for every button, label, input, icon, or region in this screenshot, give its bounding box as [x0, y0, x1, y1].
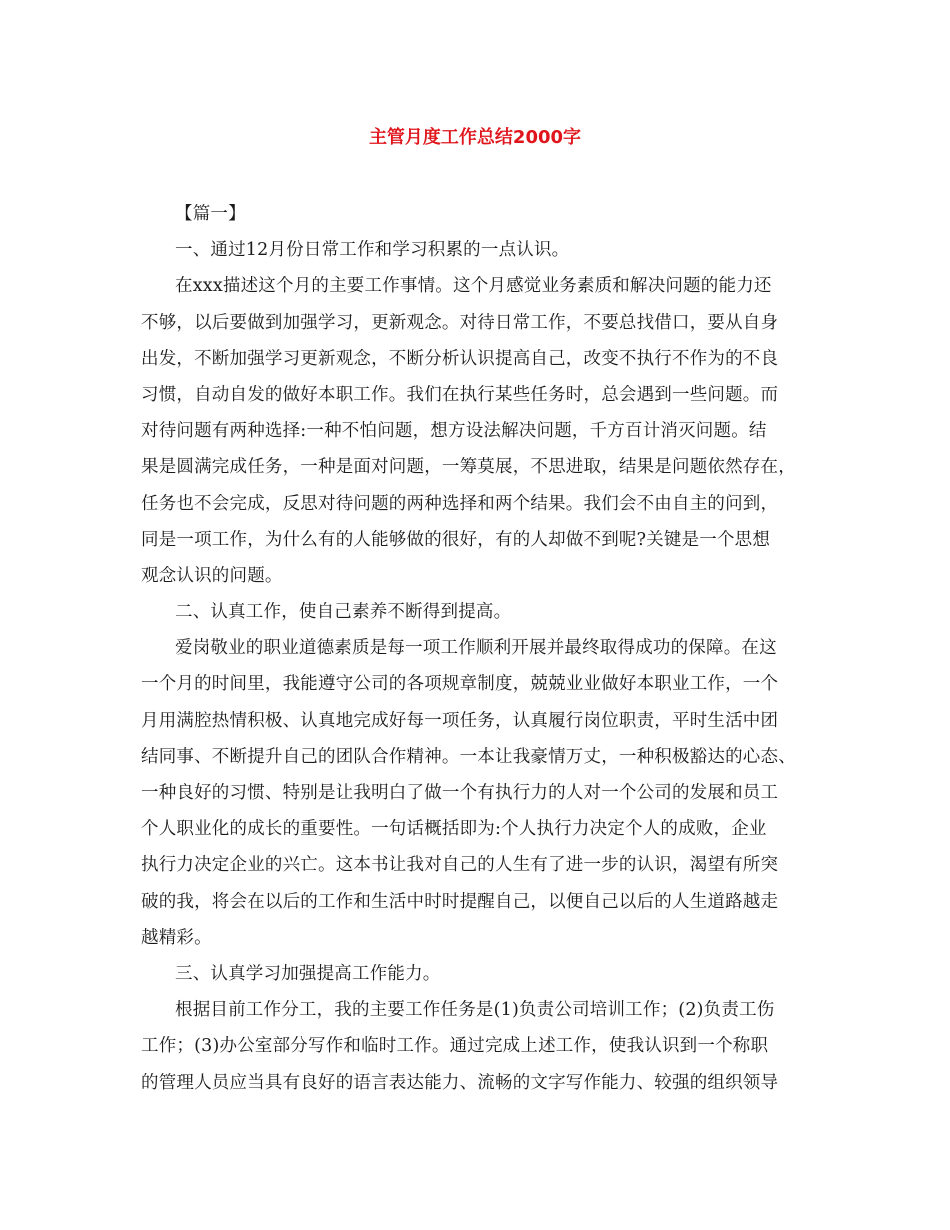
text-line: 对待问题有两种选择:一种不怕问题，想方设法解决问题，千方百计消灭问题。结: [141, 421, 767, 442]
text-line: 出发，不断加强学习更新观念，不断分析认识提高自己，改变不执行不作为的不良: [141, 348, 779, 369]
text-line: 越精彩。: [141, 927, 212, 948]
text-line: 二、认真工作，使自己素养不断得到提高。: [175, 602, 512, 623]
text-line: 执行力决定企业的兴亡。这本书让我对自己的人生有了进一步的认识，渴望有所突: [141, 855, 779, 876]
text-line: 不够，以后要做到加强学习，更新观念。对待日常工作，不要总找借口，要从自身: [141, 312, 779, 333]
text-line: 果是圆满完成任务，一种是面对问题，一筹莫展，不思进取，结果是问题依然存在，: [141, 457, 796, 478]
document-title: 主管月度工作总结2000字: [368, 127, 582, 148]
text-line: 结同事、不断提升自己的团队合作精神。一本让我豪情万丈，一种积极豁达的心态、: [141, 746, 796, 767]
text-line: 月用满腔热情积极、认真地完成好每一项任务，认真履行岗位职责，平时生活中团: [141, 710, 779, 731]
text-line: 一、通过12月份日常工作和学习积累的一点认识。: [175, 240, 570, 261]
text-line: 习惯，自动自发的做好本职工作。我们在执行某些任务时，总会遇到一些问题。而: [141, 384, 779, 405]
text-line: 三、认真学习加强提高工作能力。: [175, 963, 441, 984]
text-line: 破的我，将会在以后的工作和生活中时时提醒自己，以便自己以后的人生道路越走: [141, 891, 779, 912]
text-line: 【篇一】: [175, 204, 246, 224]
text-line: 根据目前工作分工，我的主要工作任务是(1)负责公司培训工作；(2)负责工伤: [175, 1000, 775, 1021]
text-line: 在xxx描述这个月的主要工作事情。这个月感觉业务素质和解决问题的能力还: [175, 276, 772, 297]
text-line: 个人职业化的成长的重要性。一句话概括即为:个人执行力决定个人的成败，企业: [141, 819, 767, 840]
text-line: 爱岗敬业的职业道德素质是每一项工作顺利开展并最终取得成功的保障。在这: [175, 638, 777, 659]
text-line: 的管理人员应当具有良好的语言表达能力、流畅的文字写作能力、较强的组织领导: [141, 1072, 779, 1093]
text-line: 工作；(3)办公室部分写作和临时工作。通过完成上述工作，使我认识到一个称职: [141, 1036, 769, 1057]
document-body: [141, 196, 813, 1101]
text-line: 任务也不会完成，反思对待问题的两种选择和两个结果。我们会不由自主的问到，: [141, 493, 779, 514]
text-line: 一个月的时间里，我能遵守公司的各项规章制度，兢兢业业做好本职业工作，一个: [141, 674, 779, 695]
text-line: 同是一项工作，为什么有的人能够做的很好，有的人却做不到呢?关键是一个思想: [141, 529, 771, 550]
text-line: 观念认识的问题。: [141, 565, 283, 586]
text-line: 一种良好的习惯、特别是让我明白了做一个有执行力的人对一个公司的发展和员工: [141, 783, 779, 803]
